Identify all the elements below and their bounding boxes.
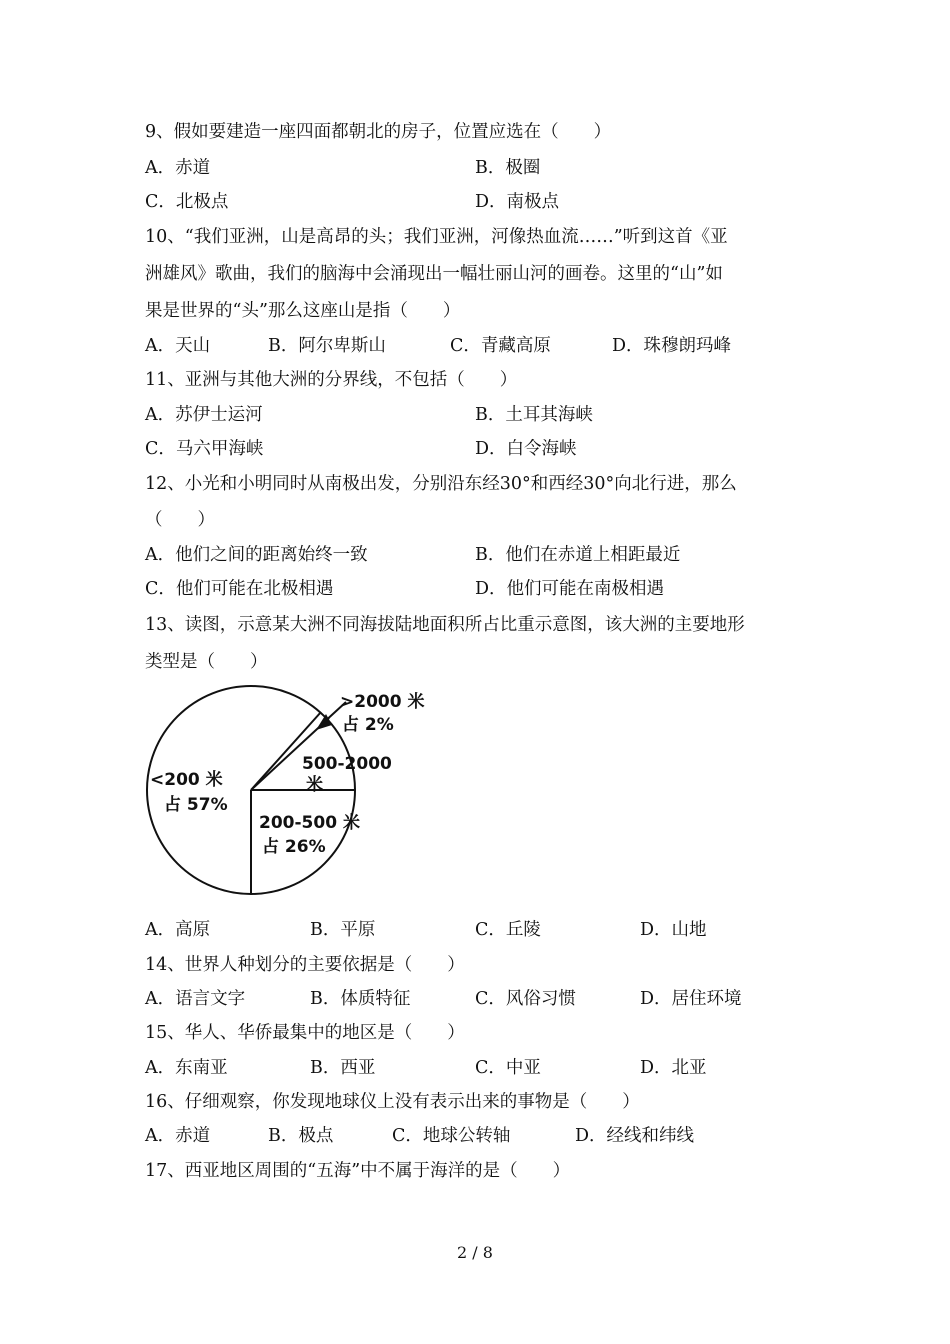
q9-option-c: C．北极点	[145, 192, 229, 212]
q16-option-c: C．地球公转轴	[392, 1126, 511, 1146]
q16-option-d: D．经线和纬线	[575, 1126, 695, 1146]
question-10-line-3: 果是世界的“头”那么这座山是指（ ）	[145, 301, 461, 321]
q12-option-b: B．他们在赤道上相距最近	[475, 545, 681, 565]
label-lt200-line1: <200 米	[150, 770, 223, 790]
question-12-line-2: （ ）	[145, 510, 215, 530]
q15-option-c: C．中亚	[475, 1058, 541, 1078]
q11-option-d: D．白令海峡	[475, 439, 577, 459]
q11-option-c: C．马六甲海峡	[145, 439, 264, 459]
q9-option-b: B．极圈	[475, 158, 541, 178]
q11-option-a: A．苏伊士运河	[145, 405, 263, 425]
q10-option-d: D．珠穆朗玛峰	[612, 336, 732, 356]
q9-option-a: A．赤道	[145, 158, 211, 178]
label-200-500-line1: 200-500 米	[259, 813, 360, 833]
q15-option-d: D．北亚	[640, 1058, 707, 1078]
question-15-stem: 15、华人、华侨最集中的地区是（ ）	[145, 1023, 465, 1043]
question-17-stem: 17、西亚地区周围的“五海”中不属于海洋的是（ ）	[145, 1161, 571, 1181]
question-14-stem: 14、世界人种划分的主要依据是（ ）	[145, 955, 465, 975]
elevation-pie-diagram	[140, 680, 440, 910]
question-10-line-2: 洲雄风》歌曲，我们的脑海中会涌现出一幅壮丽山河的画卷。这里的“山”如	[145, 264, 723, 284]
label-gt2000-line2: 占 2%	[342, 715, 394, 735]
label-200-500-line2: 占 26%	[262, 837, 326, 857]
q15-option-b: B．西亚	[310, 1058, 376, 1078]
label-500-2000-line1: 500-2000	[302, 754, 392, 774]
q10-option-c: C．青藏高原	[450, 336, 551, 356]
q16-option-b: B．极点	[268, 1126, 334, 1146]
question-13-line-1: 13、读图，示意某大洲不同海拔陆地面积所占比重示意图，该大洲的主要地形	[145, 615, 745, 635]
q14-option-b: B．体质特征	[310, 989, 411, 1009]
q15-option-a: A．东南亚	[145, 1058, 228, 1078]
page-number: 2 / 8	[457, 1243, 493, 1262]
q13-option-b: B．平原	[310, 920, 376, 940]
question-10-line-1: 10、“我们亚洲，山是高昂的头；我们亚洲，河像热血流……”听到这首《亚	[145, 227, 728, 247]
question-13-line-2: 类型是（ ）	[145, 652, 268, 672]
q14-option-d: D．居住环境	[640, 989, 742, 1009]
q12-option-d: D．他们可能在南极相遇	[475, 579, 665, 599]
q14-option-a: A．语言文字	[145, 989, 246, 1009]
q14-option-c: C．风俗习惯	[475, 989, 576, 1009]
question-11-stem: 11、亚洲与其他大洲的分界线，不包括（ ）	[145, 370, 518, 390]
label-500-2000-line2: 米	[306, 775, 323, 795]
q11-option-b: B．土耳其海峡	[475, 405, 593, 425]
q12-option-c: C．他们可能在北极相遇	[145, 579, 334, 599]
q12-option-a: A．他们之间的距离始终一致	[145, 545, 368, 565]
label-lt200-line2: 占 57%	[164, 795, 228, 815]
label-gt2000-line1: >2000 米	[340, 692, 425, 712]
question-12-line-1: 12、小光和小明同时从南极出发，分别沿东经30°和西经30°向北行进，那么	[145, 474, 737, 494]
q13-option-a: A．高原	[145, 920, 211, 940]
q13-option-c: C．丘陵	[475, 920, 541, 940]
q13-option-d: D．山地	[640, 920, 707, 940]
question-9-stem: 9、假如要建造一座四面都朝北的房子，位置应选在（ ）	[145, 122, 612, 142]
q10-option-b: B．阿尔卑斯山	[268, 336, 386, 356]
q10-option-a: A．天山	[145, 336, 211, 356]
q9-option-d: D．南极点	[475, 192, 560, 212]
question-16-stem: 16、仔细观察，你发现地球仪上没有表示出来的事物是（ ）	[145, 1092, 640, 1112]
q16-option-a: A．赤道	[145, 1126, 211, 1146]
